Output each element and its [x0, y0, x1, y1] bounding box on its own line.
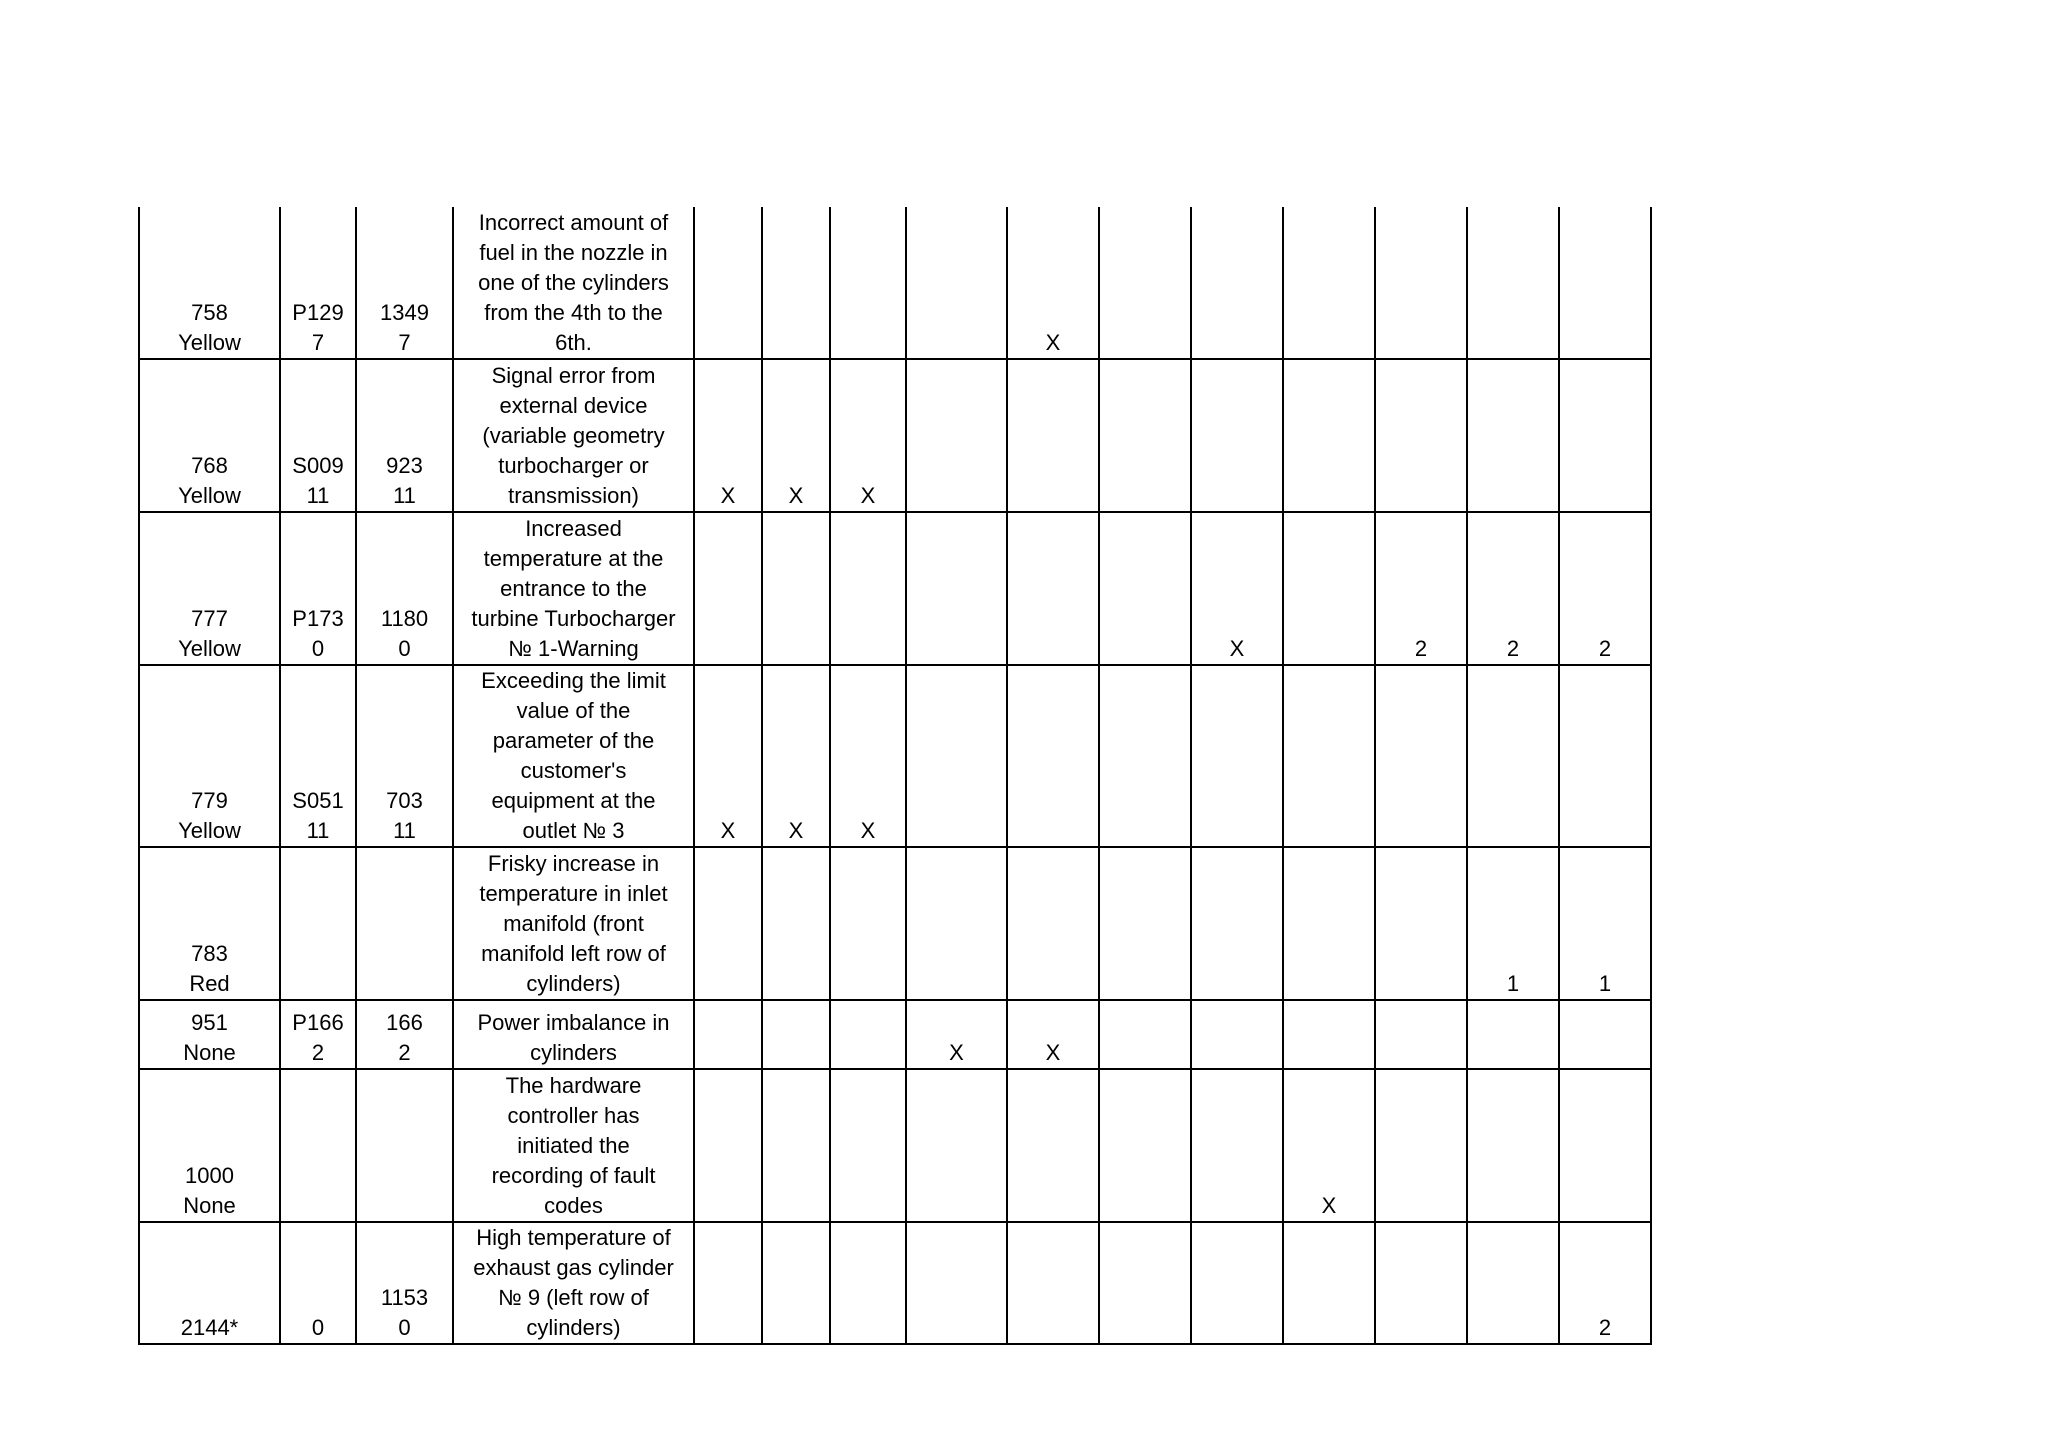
- mark-cell-9: [1375, 847, 1467, 1000]
- mark-cell-3: X: [830, 359, 906, 512]
- fault-code-color-cell: 758 Yellow: [139, 207, 280, 359]
- mark-cell-4: [906, 847, 1007, 1000]
- mark-cell-5: [1007, 847, 1099, 1000]
- mark-cell-8: [1283, 847, 1375, 1000]
- mark-cell-6: [1099, 847, 1191, 1000]
- description-cell: Increased temperature at the entrance to the turbine Turbocharger № 1-Warning: [453, 512, 694, 665]
- p-code-cell: [280, 847, 356, 1000]
- spn-code-cell: [356, 1069, 453, 1222]
- mark-cell-10: [1467, 1222, 1559, 1344]
- p-code-cell: S009 11: [280, 359, 356, 512]
- mark-cell-4: [906, 1069, 1007, 1222]
- p-code-cell: P166 2: [280, 1000, 356, 1069]
- mark-cell-5: [1007, 1222, 1099, 1344]
- spn-code-cell: [356, 847, 453, 1000]
- mark-cell-1: [694, 1069, 762, 1222]
- mark-cell-9: [1375, 1000, 1467, 1069]
- mark-cell-9: [1375, 1222, 1467, 1344]
- mark-cell-10: [1467, 1000, 1559, 1069]
- mark-cell-6: [1099, 1069, 1191, 1222]
- spn-code-cell: 1349 7: [356, 207, 453, 359]
- mark-cell-6: [1099, 207, 1191, 359]
- mark-cell-7: [1191, 359, 1283, 512]
- mark-cell-11: [1559, 207, 1651, 359]
- fault-code-color-cell: 779 Yellow: [139, 665, 280, 847]
- fault-code-color-cell: 2144*: [139, 1222, 280, 1344]
- mark-cell-8: [1283, 665, 1375, 847]
- mark-cell-7: [1191, 847, 1283, 1000]
- mark-cell-10: [1467, 665, 1559, 847]
- mark-cell-11: 1: [1559, 847, 1651, 1000]
- mark-cell-7: [1191, 1069, 1283, 1222]
- mark-cell-2: [762, 1000, 830, 1069]
- description-cell: Exceeding the limit value of the parameter of the customer's equipment at the outlet № 3: [453, 665, 694, 847]
- mark-cell-11: [1559, 359, 1651, 512]
- mark-cell-2: [762, 1222, 830, 1344]
- table-row: [139, 847, 1651, 1000]
- mark-cell-9: [1375, 1069, 1467, 1222]
- table-row: [139, 359, 1651, 512]
- mark-cell-8: [1283, 1222, 1375, 1344]
- mark-cell-3: [830, 1000, 906, 1069]
- mark-cell-3: [830, 847, 906, 1000]
- description-cell: Signal error from external device (variable geometry turbocharger or transmission): [453, 359, 694, 512]
- p-code-cell: P129 7: [280, 207, 356, 359]
- mark-cell-8: X: [1283, 1069, 1375, 1222]
- mark-cell-5: [1007, 1069, 1099, 1222]
- mark-cell-6: [1099, 512, 1191, 665]
- mark-cell-6: [1099, 665, 1191, 847]
- mark-cell-7: X: [1191, 512, 1283, 665]
- spn-code-cell: 1180 0: [356, 512, 453, 665]
- mark-cell-9: [1375, 207, 1467, 359]
- mark-cell-4: [906, 512, 1007, 665]
- mark-cell-1: X: [694, 359, 762, 512]
- p-code-cell: S051 11: [280, 665, 356, 847]
- fault-table-body: [139, 207, 1651, 1344]
- mark-cell-4: [906, 1222, 1007, 1344]
- description-cell: The hardware controller has initiated the recording of fault codes: [453, 1069, 694, 1222]
- mark-cell-10: [1467, 359, 1559, 512]
- mark-cell-7: [1191, 207, 1283, 359]
- table-row: [139, 665, 1651, 847]
- mark-cell-5: [1007, 512, 1099, 665]
- mark-cell-8: [1283, 1000, 1375, 1069]
- mark-cell-1: [694, 1222, 762, 1344]
- mark-cell-10: [1467, 207, 1559, 359]
- mark-cell-9: [1375, 359, 1467, 512]
- mark-cell-7: [1191, 1222, 1283, 1344]
- mark-cell-2: X: [762, 359, 830, 512]
- spn-code-cell: 923 11: [356, 359, 453, 512]
- mark-cell-1: [694, 847, 762, 1000]
- mark-cell-11: [1559, 1000, 1651, 1069]
- mark-cell-9: 2: [1375, 512, 1467, 665]
- mark-cell-4: X: [906, 1000, 1007, 1069]
- mark-cell-11: [1559, 1069, 1651, 1222]
- mark-cell-11: 2: [1559, 512, 1651, 665]
- fault-code-color-cell: 951 None: [139, 1000, 280, 1069]
- mark-cell-7: [1191, 665, 1283, 847]
- mark-cell-2: X: [762, 665, 830, 847]
- fault-code-color-cell: 783 Red: [139, 847, 280, 1000]
- table-row: [139, 207, 1651, 359]
- spn-code-cell: 703 11: [356, 665, 453, 847]
- table-row: [139, 1222, 1651, 1344]
- mark-cell-8: [1283, 512, 1375, 665]
- table-row: [139, 512, 1651, 665]
- mark-cell-3: [830, 512, 906, 665]
- table-row: [139, 1069, 1651, 1222]
- mark-cell-8: [1283, 207, 1375, 359]
- mark-cell-11: [1559, 665, 1651, 847]
- mark-cell-10: 2: [1467, 512, 1559, 665]
- mark-cell-5: [1007, 359, 1099, 512]
- mark-cell-6: [1099, 1000, 1191, 1069]
- fault-code-color-cell: 777 Yellow: [139, 512, 280, 665]
- description-cell: Frisky increase in temperature in inlet manifold (front manifold left row of cylinders): [453, 847, 694, 1000]
- description-cell: High temperature of exhaust gas cylinder № 9 (left row of cylinders): [453, 1222, 694, 1344]
- mark-cell-5: X: [1007, 1000, 1099, 1069]
- mark-cell-4: [906, 359, 1007, 512]
- mark-cell-3: X: [830, 665, 906, 847]
- mark-cell-2: [762, 512, 830, 665]
- mark-cell-3: [830, 1222, 906, 1344]
- description-cell: Power imbalance in cylinders: [453, 1000, 694, 1069]
- mark-cell-4: [906, 207, 1007, 359]
- spn-code-cell: 166 2: [356, 1000, 453, 1069]
- p-code-cell: 0: [280, 1222, 356, 1344]
- mark-cell-11: 2: [1559, 1222, 1651, 1344]
- mark-cell-9: [1375, 665, 1467, 847]
- table-row: [139, 1000, 1651, 1069]
- mark-cell-10: [1467, 1069, 1559, 1222]
- p-code-cell: [280, 1069, 356, 1222]
- spn-code-cell: 1153 0: [356, 1222, 453, 1344]
- fault-code-color-cell: 768 Yellow: [139, 359, 280, 512]
- mark-cell-5: [1007, 665, 1099, 847]
- mark-cell-2: [762, 1069, 830, 1222]
- description-cell: Incorrect amount of fuel in the nozzle in one of the cylinders from the 4th to the 6th.: [453, 207, 694, 359]
- fault-code-table: [138, 207, 1652, 1345]
- mark-cell-10: 1: [1467, 847, 1559, 1000]
- mark-cell-2: [762, 847, 830, 1000]
- mark-cell-6: [1099, 1222, 1191, 1344]
- mark-cell-1: X: [694, 665, 762, 847]
- mark-cell-1: [694, 512, 762, 665]
- mark-cell-8: [1283, 359, 1375, 512]
- mark-cell-2: [762, 207, 830, 359]
- mark-cell-1: [694, 1000, 762, 1069]
- mark-cell-7: [1191, 1000, 1283, 1069]
- mark-cell-4: [906, 665, 1007, 847]
- fault-code-color-cell: 1000 None: [139, 1069, 280, 1222]
- mark-cell-5: X: [1007, 207, 1099, 359]
- p-code-cell: P173 0: [280, 512, 356, 665]
- mark-cell-3: [830, 1069, 906, 1222]
- mark-cell-6: [1099, 359, 1191, 512]
- mark-cell-3: [830, 207, 906, 359]
- mark-cell-1: [694, 207, 762, 359]
